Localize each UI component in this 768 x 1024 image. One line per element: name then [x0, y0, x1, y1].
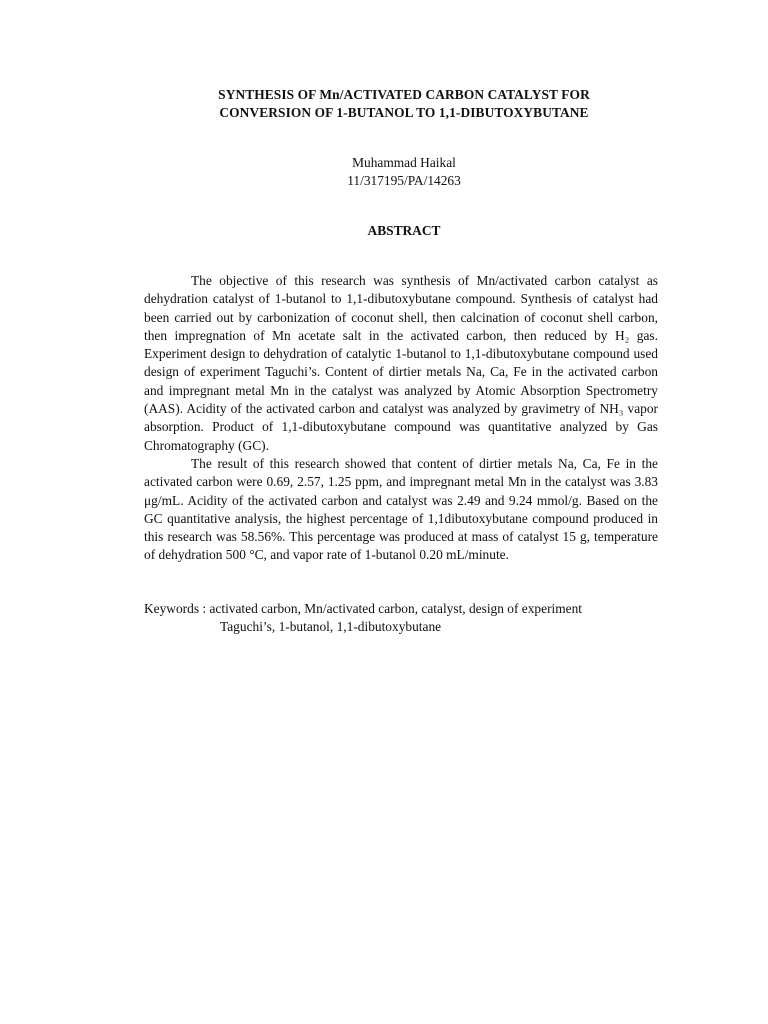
keywords-section	[144, 600, 658, 637]
abstract-body	[144, 272, 658, 565]
author-name: Muhammad Haikal	[352, 155, 456, 170]
keywords-line-2: Taguchi’s, 1-butanol, 1,1-dibutoxybutane	[220, 619, 442, 635]
abstract-heading: ABSTRACT	[367, 223, 441, 238]
title-line-2: CONVERSION OF 1-BUTANOL TO 1,1-DIBUTOXYBUTANE	[219, 105, 589, 120]
student-id: 11/317195/PA/14263	[347, 173, 461, 188]
title-line-1: SYNTHESIS OF Mn/ACTIVATED CARBON CATALYST FOR	[218, 87, 590, 102]
abstract-paragraph-1: The objective of this research was synthesis of Mn/activated carbon catalyst as dehydration catalyst of 1-butanol to 1,1-dibutoxybutane compound. Synthesis of catalyst had been carried out by carbonization of coconut shell, then calcination of coconut shell carbon, then impregnation of Mn acetate salt in the activated carbon, then reduced by H₂ gas. Experiment design to dehydration of catalytic 1-butanol to 1,1-dibutoxybutane compound used design of experiment Taguchi’s. Content of dirtier metals Na, Ca, Fe in the activated carbon and impregnant metal Mn in the catalyst was analyzed by Atomic Absorption Spectrometry (AAS). Acidity of the activated carbon and catalyst was analyzed by gravimetry of NH₃ vapor absorption. Product of 1,1-dibutoxybutane compound was quantitative analyzed by Gas Chromatography (GC).	[144, 273, 658, 453]
document-title	[140, 86, 668, 122]
author-block	[140, 154, 668, 190]
keywords-line-1: activated carbon, Mn/activated carbon, catalyst, design of experiment	[209, 601, 583, 616]
keywords-label: Keywords :	[144, 601, 210, 616]
abstract-paragraph-2: The result of this research showed that content of dirtier metals Na, Ca, Fe in the activated carbon were 0.69, 2.57, 1.25 ppm, and impregnant metal Mn in the catalyst was 3.83 μg/mL. Acidity of the activated carbon and catalyst was 2.49 and 9.24 mmol/g. Based on the GC quantitative analysis, the highest percentage of 1,1dibutoxybutane compound produced in this research was 58.56%. This percentage was produced at mass of catalyst 15 g, temperature of dehydration 500 °C, and vapor rate of 1-butanol 0.20 mL/minute.	[144, 455, 658, 563]
